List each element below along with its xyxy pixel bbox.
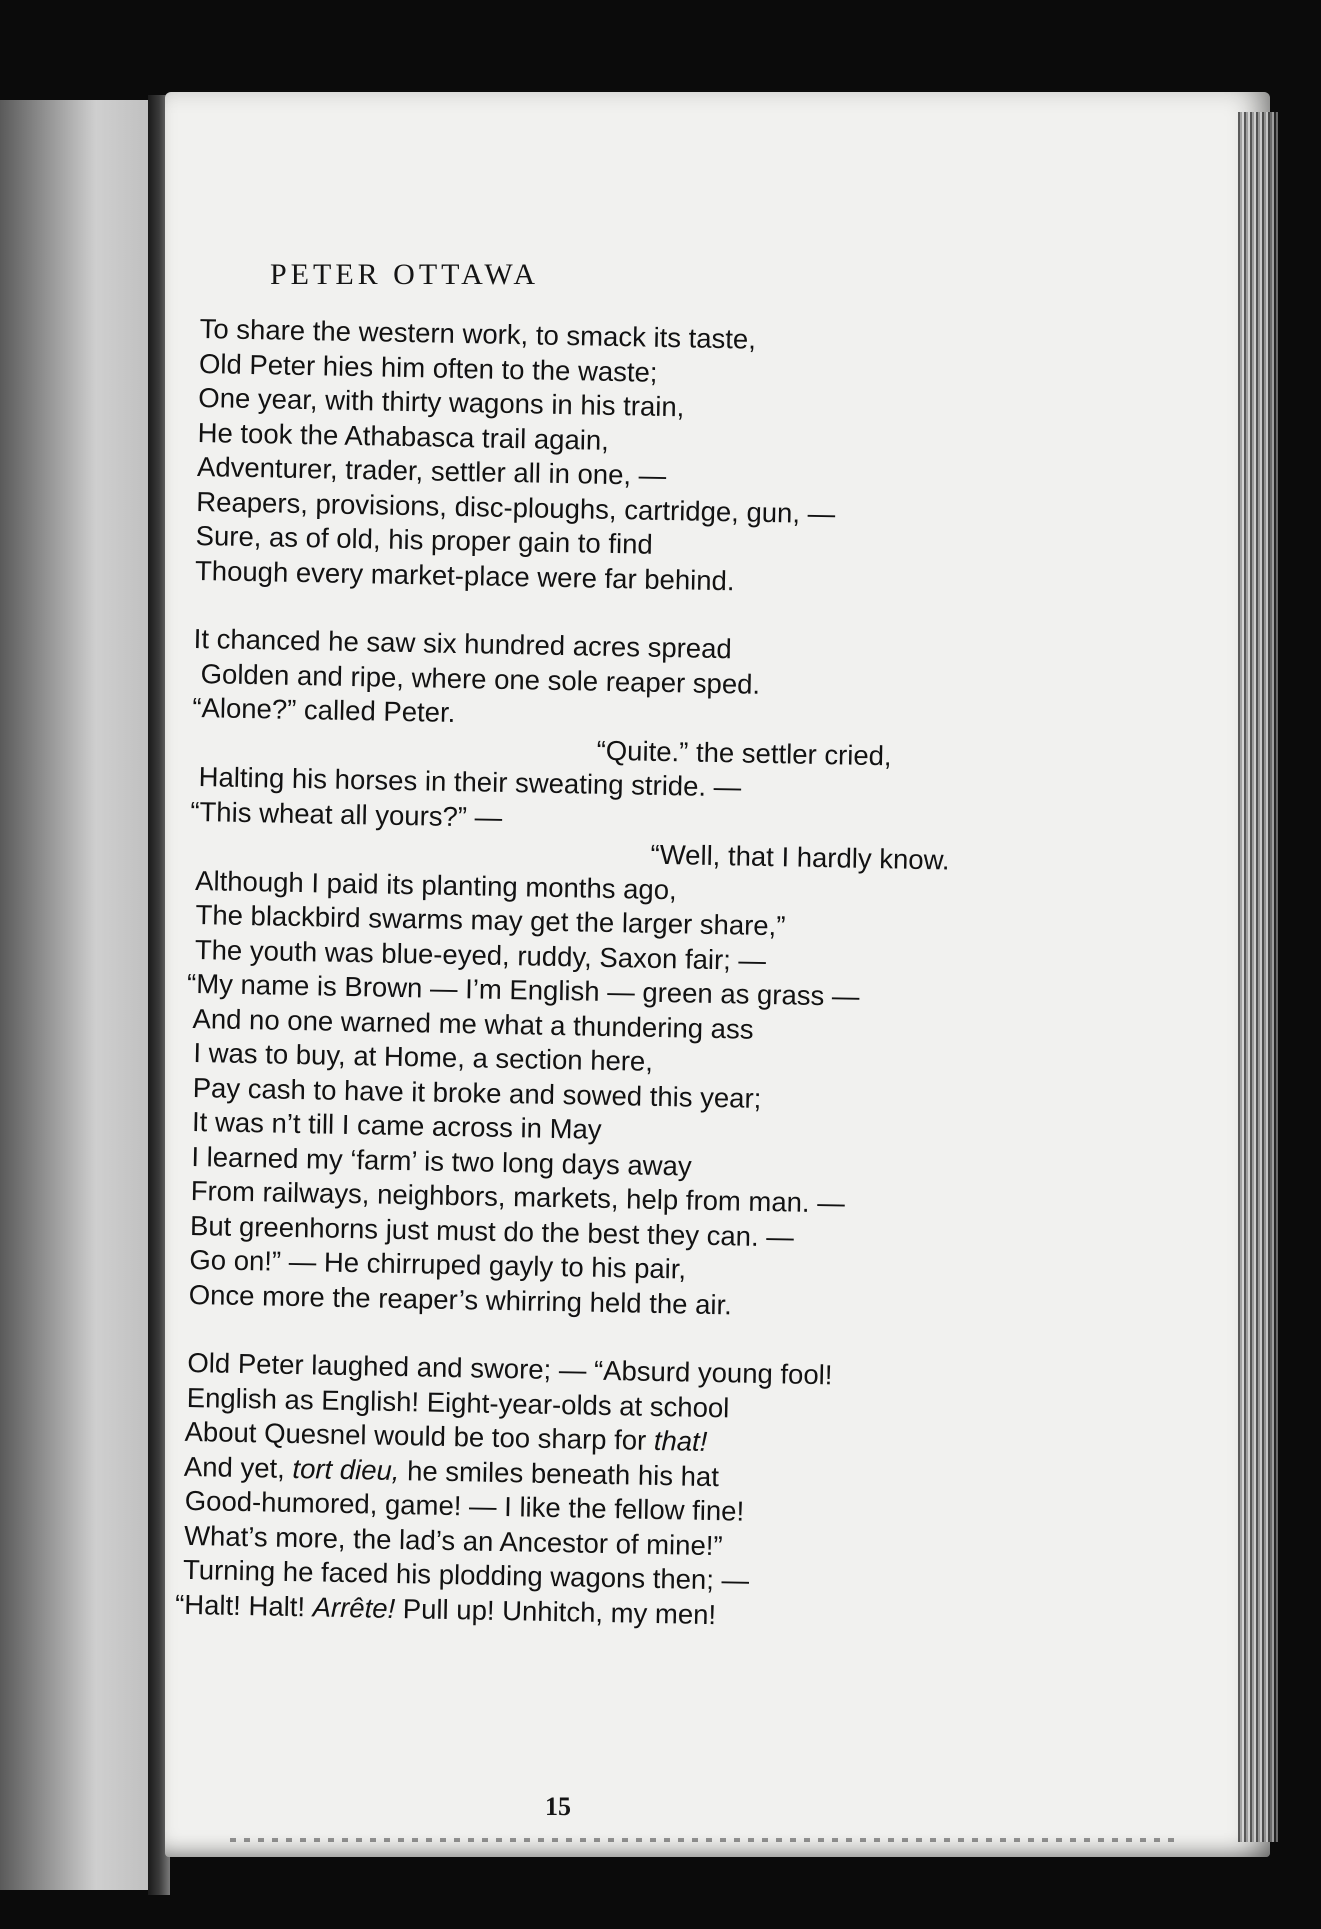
poem-line: Though every market-place were far behind. [194,554,735,596]
poem-line: Go on!” — He chirruped gayly to his pair, [181,1243,687,1285]
poem-line: Adventurer, trader, settler all in one, — [196,450,667,491]
page-bottom-edge [230,1838,1180,1842]
poem-line: Pay cash to have it broke and sowed this year; [184,1071,762,1114]
poem-line: He took the Athabasca trail again, [197,416,610,456]
poem-line: I learned my ‘farm’ is two long days away [183,1140,692,1182]
poem-line: “This wheat all yours?” — [190,795,503,833]
poem-line: “Well, that I hardly know. [650,838,950,876]
poem-line: The youth was blue-eyed, ruddy, Saxon fair; — [187,933,767,976]
poem-line: From railways, neighbors, markets, help from man. — [182,1174,846,1219]
poem-line: But greenhorns just must do the best they can. — [182,1209,795,1253]
poem-line: Old Peter laughed and swore; — “Absurd young fool! [179,1346,833,1391]
poem-line: Good-humored, game! — I like the fellow fine! [176,1484,745,1527]
poem-line: Golden and ripe, where one sole reaper sped. [192,657,761,700]
poem-line: Once more the reaper’s whirring held the air. [180,1278,733,1320]
poem-line: “Alone?” called Peter. [192,691,456,728]
poem-line: “Quite.” the settler cried, [596,734,892,771]
poem-line: I was to buy, at Home, a section here, [185,1036,654,1077]
poem-line: It was n’t till I came across in May [184,1105,602,1145]
poem-text: “Halt! Halt! [174,1588,306,1622]
poem-line: The blackbird swarms may get the larger share,” [188,898,786,942]
poem-italic: Arrête! [312,1590,396,1624]
poem-line: “My name is Brown — I’m English — green as grass — [186,967,860,1012]
poem-line: Reapers, provisions, disc-ploughs, cartridge, gun, — [196,485,836,529]
poem-italic: that! [653,1424,708,1457]
poem-body [175,312,960,1636]
poem-text: And yet, [177,1450,286,1484]
poem-line: And no one warned me what a thundering ass [186,1002,754,1045]
poem-text: he smiles beneath his hat [399,1454,720,1492]
page-number: 15 [545,1792,571,1821]
poem-title: PETER OTTAWA [270,258,540,291]
poem-line: English as English! Eight-year-olds at school [178,1381,730,1423]
poem-line: What’s more, the lad’s an Ancestor of mine!” [176,1519,723,1561]
poem-line: Although I paid its planting months ago, [188,864,678,905]
poem-text: About Quesnel would be too sharp for [178,1415,647,1456]
poem-text: Pull up! Unhitch, my men! [394,1592,717,1630]
poem-line: Halting his horses in their sweating stride. — [190,760,742,803]
page-stack-edge [1238,112,1278,1842]
poem-line: To share the western work, to smack its taste, [199,312,757,355]
poem-line: Sure, as of old, his proper gain to find [195,519,654,560]
poem-line: It chanced he saw six hundred acres spread [193,622,733,665]
poem-line: Turning he faced his plodding wagons then; — [175,1553,750,1596]
poem-line: Old Peter hies him often to the waste; [198,347,658,388]
left-page-edge [0,100,160,1890]
poem-line: One year, with thirty wagons in his train, [198,381,685,423]
poem-italic: tort dieu, [292,1452,400,1486]
